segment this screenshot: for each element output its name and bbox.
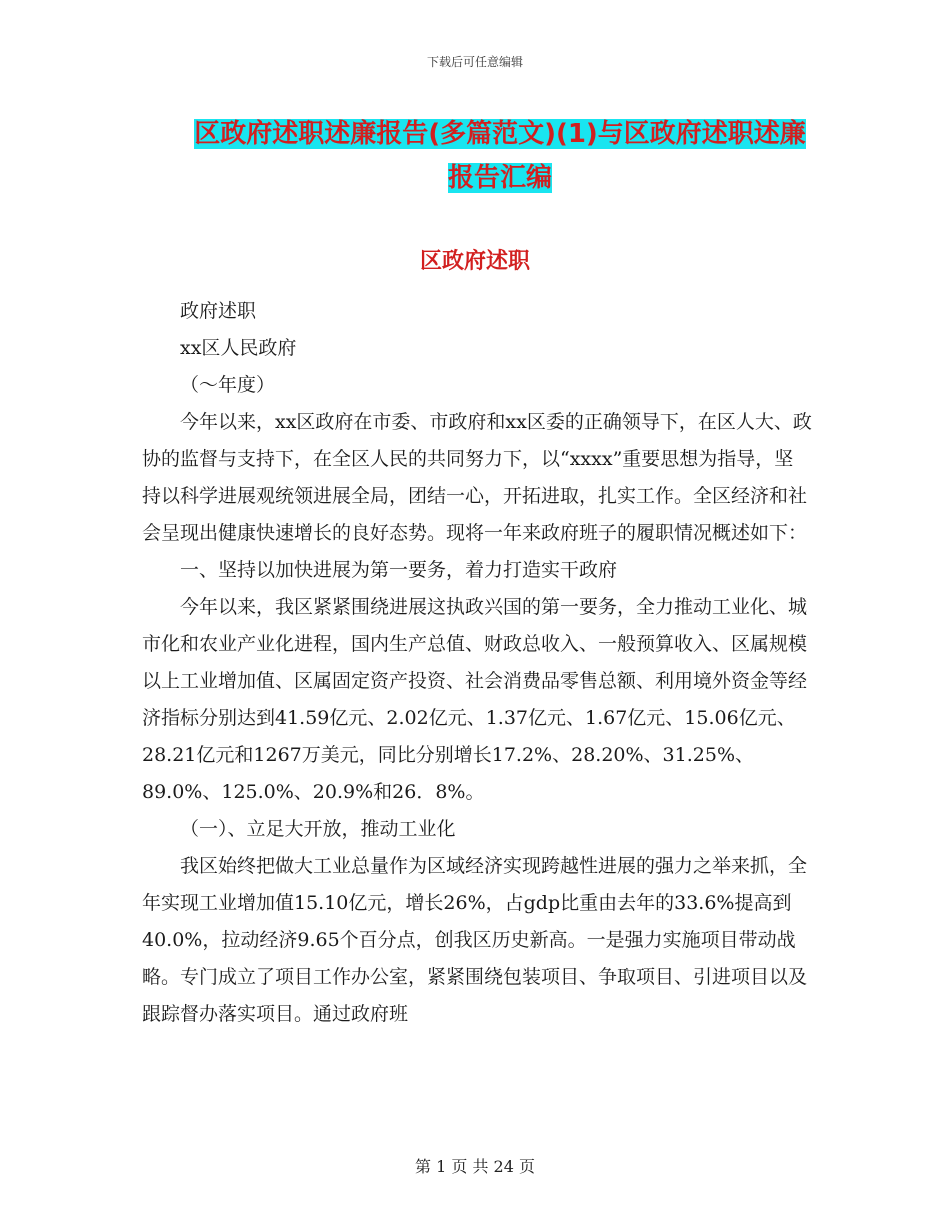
document-title-text: 区政府述职述廉报告(多篇范文)(1)与区政府述职述廉报告汇编 [194,119,806,193]
paragraph: 我区始终把做大工业总量作为区域经济实现跨越性进展的强力之举来抓，全年实现工业增加值15.10亿元，增长26%，占gdp比重由去年的33.6%提高到40.0%，拉动经济9.65个百分点，创我区历史新高。一是强力实施项目带动战略。专门成立了项目工作办公室，紧紧围绕包装项目、争取项目、引进项目以及跟踪督办落实项目。通过政府班 [142,855,808,1025]
document-body [142,293,812,1033]
paragraph: 一、坚持以加快进展为第一要务，着力打造实干政府 [180,559,618,581]
paragraph: xx区人民政府 [180,337,297,359]
paragraph: 政府述职 [180,300,257,322]
paragraph: 今年以来，xx区政府在市委、市政府和xx区委的正确领导下，在区人大、政协的监督与支持下，在全区人民的共同努力下，以“xxxx”重要思想为指导，坚持以科学进展观统领进展全局，团结一心，开拓进取，扎实工作。全区经济和社会呈现出健康快速增长的良好态势。现将一年来政府班子的履职情况概述如下： [142,411,812,544]
header-note: 下载后可任意编辑 [426,55,523,69]
paragraph: （～年度） [180,374,276,396]
section-title: 区政府述职 [419,249,530,274]
paragraph: （一）、立足大开放，推动工业化 [180,818,456,840]
document-title [190,112,810,200]
page-footer: 第 1 页 共 24 页 [415,1157,535,1176]
paragraph: 今年以来，我区紧紧围绕进展这执政兴国的第一要务，全力推动工业化、城市化和农业产业化进程，国内生产总值、财政总收入、一般预算收入、区属规模以上工业增加值、区属固定资产投资、社会消费品零售总额、利用境外资金等经济指标分别达到41.59亿元、2.02亿元、1.37亿元、1.67亿元、15.06亿元、28.21亿元和1267万美元，同比分别增长17.2%、28.20%、31.25%、89.0%、125.0%、20.9%和26．8%。 [142,596,808,803]
